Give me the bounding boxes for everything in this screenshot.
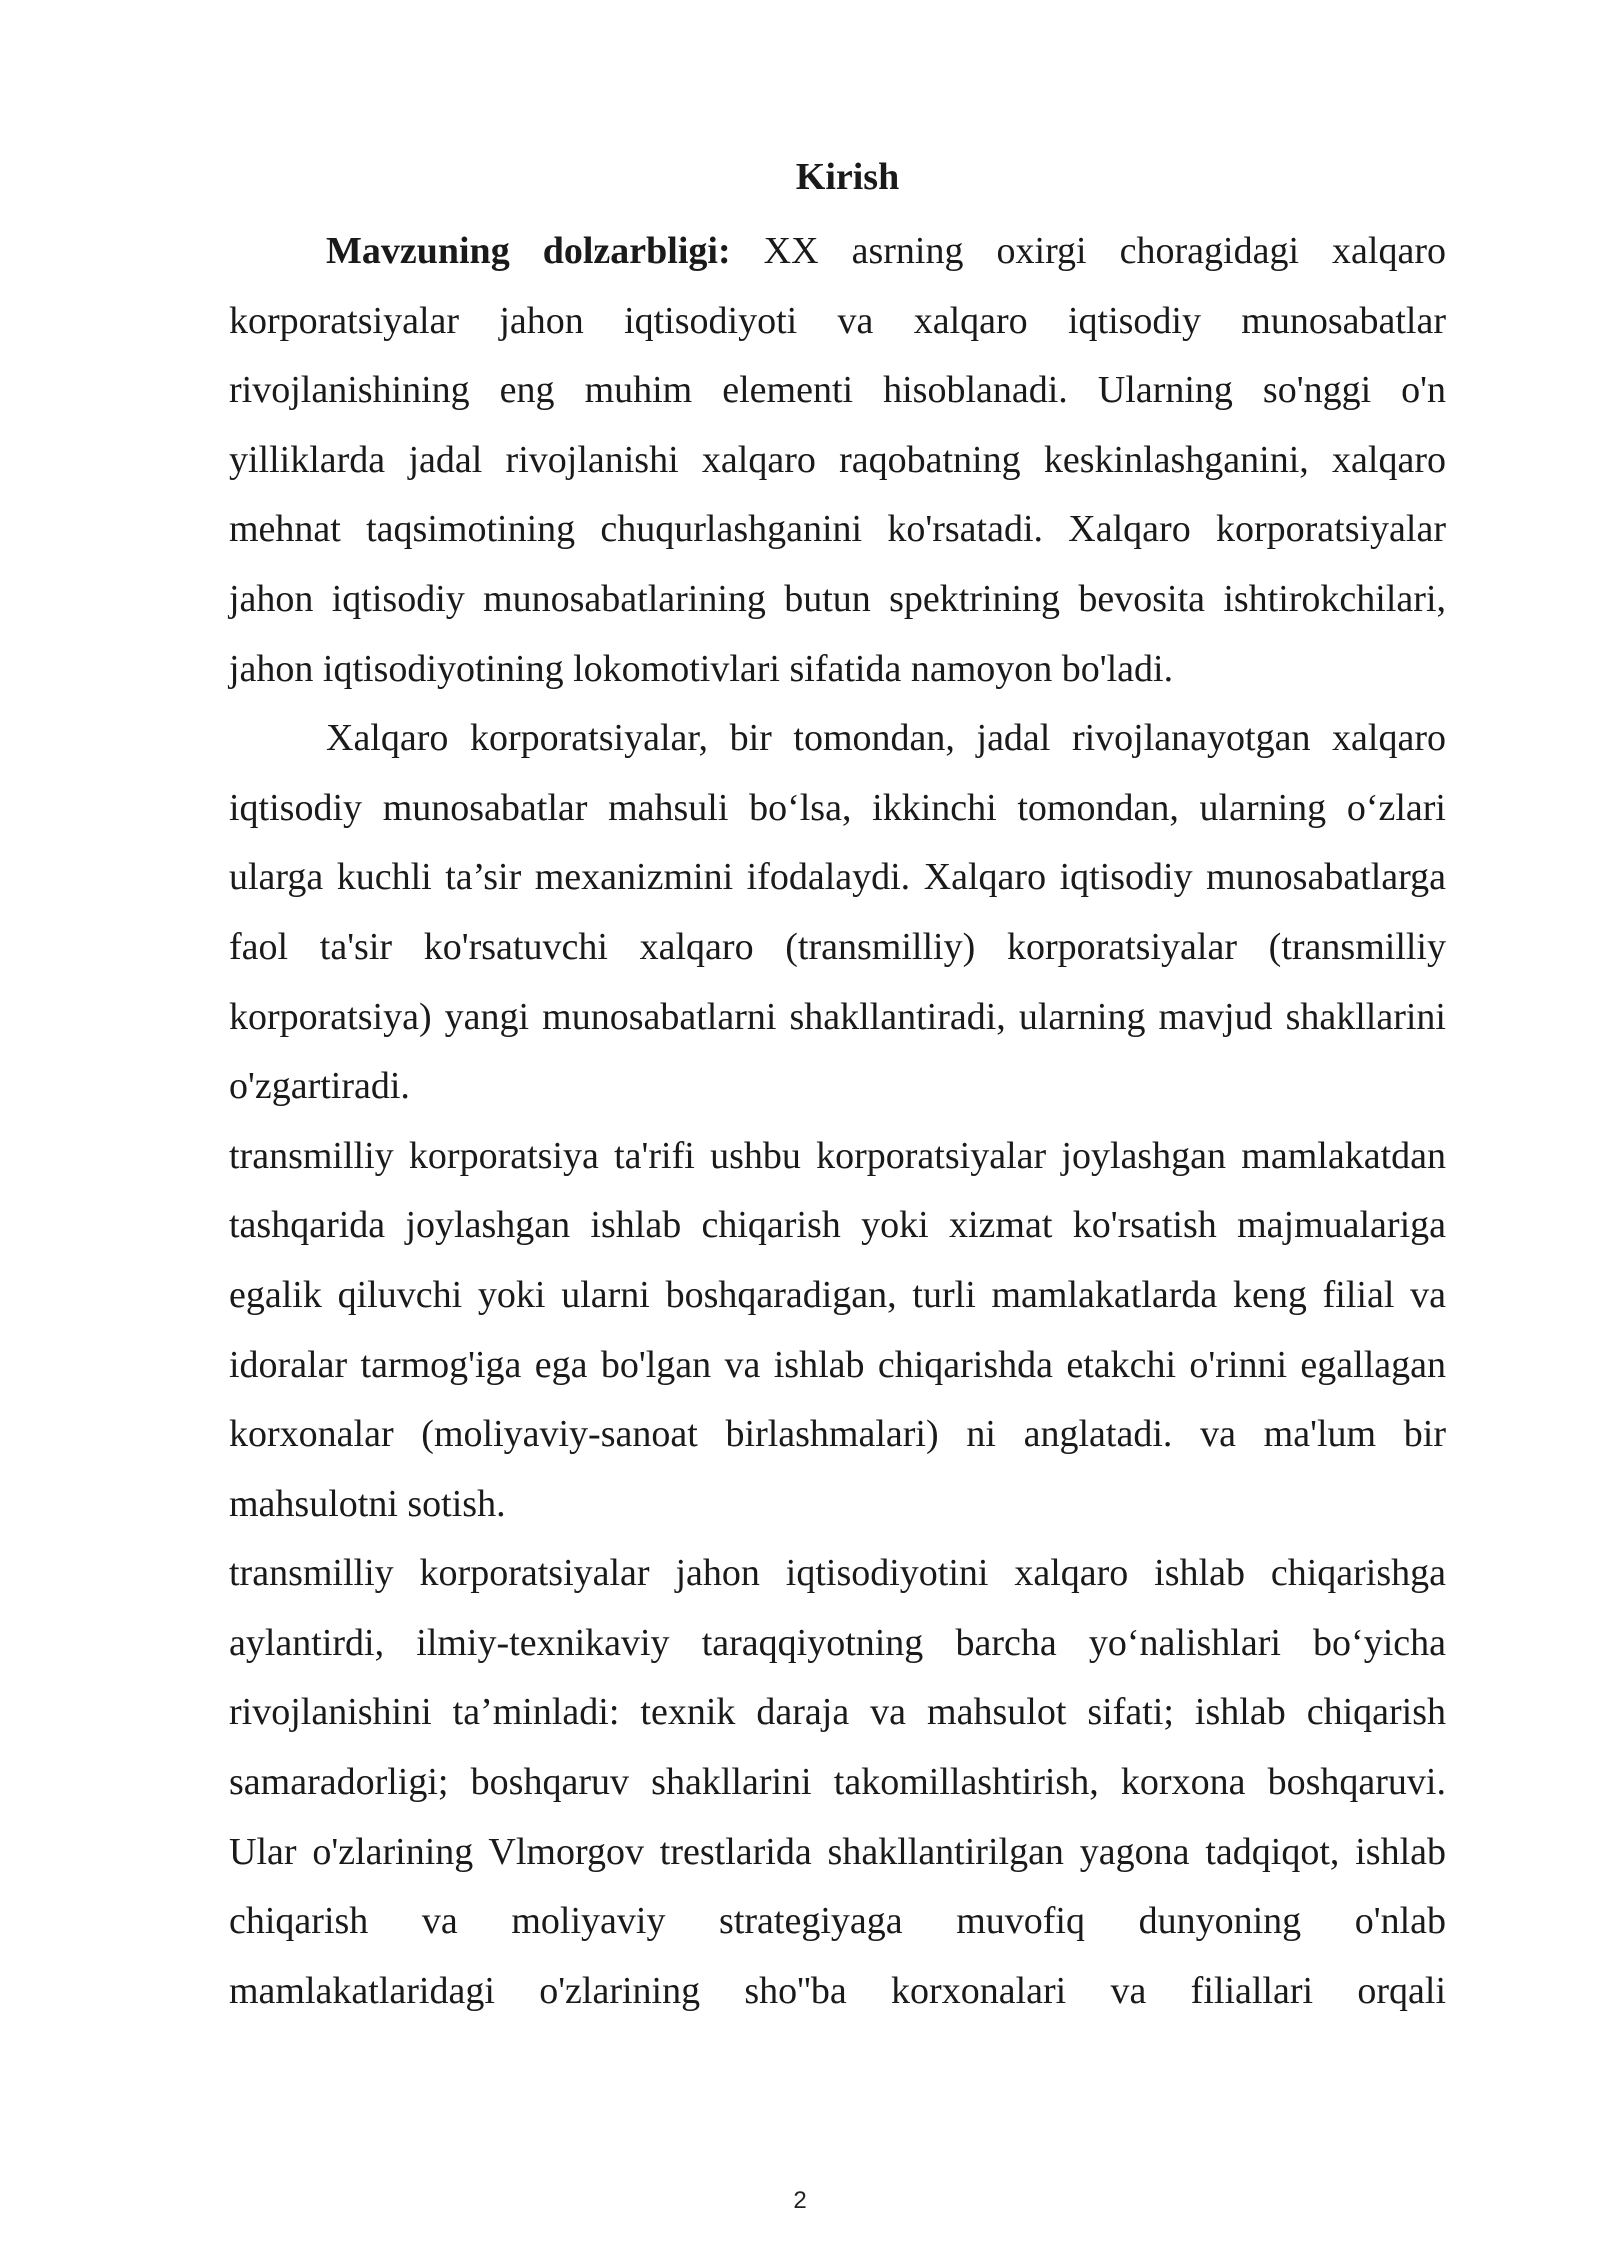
paragraph-corporations: Xalqaro korporatsiyalar, bir tomondan, jadal rivojlanayotgan xalqaro iqtisodiy munosabatlar mahsuli bo‘lsa, ikkinchi tomondan, ularning o‘zlari ularga kuchli ta’sir mexanizmini ifodalaydi. Xalqaro iqtisodiy munosabatlarga faol ta'sir ko'rsatuvchi xalqaro (transmilliy) korporatsiyalar (transmilliy korporatsiya) yangi munosabatlarni shakllantiradi, ularning mavjud shakllarini o'zgartiradi. [229,717,1446,1108]
paragraph-relevance [229,217,1446,704]
page-content [229,148,1446,2026]
page-number: 2 [793,2187,807,2214]
paragraph-global-economy: transmilliy korporatsiyalar jahon iqtisodiyotini xalqaro ishlab chiqarishga aylantirdi, ilmiy-texnikaviy taraqqiyotning barcha yo‘nalishlari bo‘yicha rivojlanishini ta’minladi: texnik daraja va mahsulot sifati; ishlab chiqarish samaradorligi; boshqaruv shakllarini takomillashtirish, korxona boshqaruvi. Ular o'zlarining Vlmorgov trestlarida shakllantirilgan yagona tadqiqot, ishlab chiqarish va moliyaviy strategiyaga muvofiq dunyoning o'nlab mamlakatlaridagi o'zlarining sho''ba korxonalari va filiallari orqali [229,1552,1446,2012]
page-title: Kirish [795,156,900,198]
paragraph-definition: transmilliy korporatsiya ta'rifi ushbu korporatsiyalar joylashgan mamlakatdan tashqarida joylashgan ishlab chiqarish yoki xizmat ko'rsatish majmualariga egalik qiluvchi yoki ularni boshqaradigan, turli mamlakatlarda keng filial va idoralar tarmog'iga ega bo'lgan va ishlab chiqarishda etakchi o'rinni egallagan korxonalar (moliyaviy-sanoat birlashmalari) ni anglatadi. va ma'lum bir mahsulotni sotish. [229,1134,1446,1525]
paragraph-lead-heading: Mavzuning dolzarbligi: [326,230,731,272]
paragraph-text: XX asrning oxirgi choragidagi xalqaro korporatsiyalar jahon iqtisodiyoti va xalqaro iqtisodiy munosabatlar rivojlanishining eng muhim elementi hisoblanadi. Ularning so'nggi o'n yilliklarda jadal rivojlanishi xalqaro raqobatning keskinlashganini, xalqaro mehnat taqsimotining chuqurlashganini ko'rsatadi. Xalqaro korporatsiyalar jahon iqtisodiy munosabatlarining butun spektrining bevosita ishtirokchilari, jahon iqtisodiyotining lokomotivlari sifatida namoyon bo'ladi. [229,230,1446,690]
